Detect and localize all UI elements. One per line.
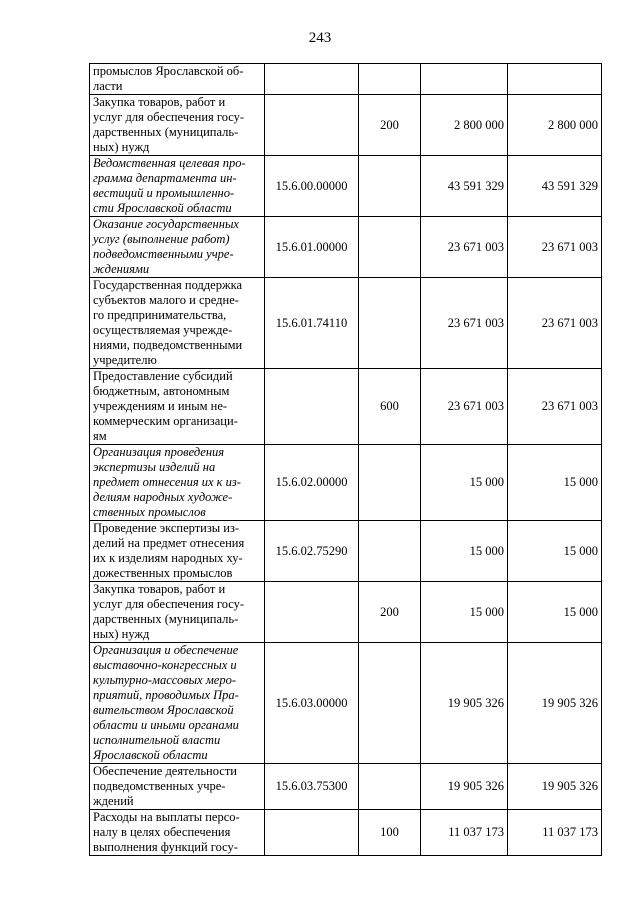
amount-year2-cell: 19 905 326: [508, 764, 602, 810]
amount-year2-cell: 43 591 329: [508, 156, 602, 217]
expense-name-cell: [90, 810, 265, 856]
target-article-code-cell: 15.6.03.75300: [265, 764, 359, 810]
expense-name-cell: [90, 64, 265, 95]
amount-year2-cell: 23 671 003: [508, 217, 602, 278]
target-article-code-cell: 15.6.00.00000: [265, 156, 359, 217]
target-article-code-cell: [265, 64, 359, 95]
expense-name-line: Проведение экспертизы из-: [93, 521, 240, 535]
expense-name-cell: [90, 369, 265, 445]
expense-name-line: ных) нужд: [93, 627, 150, 641]
page-number: 243: [308, 30, 332, 46]
expense-name-line: Ярославской области: [93, 748, 208, 762]
expense-name-line: ждений: [93, 794, 134, 808]
target-article-code-cell: 15.6.02.00000: [265, 445, 359, 521]
amount-year1-cell: 19 905 326: [421, 643, 508, 764]
amount-year1-cell: [421, 64, 508, 95]
amount-year1-cell: 2 800 000: [421, 95, 508, 156]
expense-type-cell: [359, 156, 421, 217]
expense-name-line: Закупка товаров, работ и: [93, 95, 226, 109]
expense-name-line: учреждениям и иным не-: [93, 399, 228, 413]
expense-name-line: Обеспечение деятельности: [93, 764, 238, 778]
expense-name-cell: [90, 521, 265, 582]
amount-year1-cell: 23 671 003: [421, 369, 508, 445]
expense-type-cell: [359, 217, 421, 278]
expense-name-line: го предпринимательства,: [93, 308, 227, 322]
expense-name-line: услуг для обеспечения госу-: [93, 110, 245, 124]
expense-name-line: налу в целях обеспечения: [93, 825, 231, 839]
amount-year1-cell: 15 000: [421, 582, 508, 643]
expense-name-cell: [90, 764, 265, 810]
target-article-code-cell: 15.6.01.74110: [265, 278, 359, 369]
amount-year2-cell: [508, 64, 602, 95]
amount-year1-cell: 23 671 003: [421, 217, 508, 278]
expense-name-line: промыслов Ярославской об-: [93, 64, 244, 78]
expense-name-line: ждениями: [93, 262, 150, 276]
expense-name-cell: [90, 278, 265, 369]
expense-type-cell: [359, 521, 421, 582]
expense-type-cell: [359, 278, 421, 369]
expense-name-line: вестиций и промышленно-: [93, 186, 235, 200]
amount-year1-cell: 43 591 329: [421, 156, 508, 217]
amount-year1-cell: 23 671 003: [421, 278, 508, 369]
target-article-code-cell: [265, 95, 359, 156]
expense-name-line: делиям народных художе-: [93, 490, 233, 504]
table-row: [90, 764, 602, 810]
expense-name-line: Государственная поддержка: [93, 278, 243, 292]
table-row: [90, 64, 602, 95]
amount-year1-cell: 15 000: [421, 521, 508, 582]
program-row: [90, 217, 602, 278]
expense-name-line: осуществляемая учрежде-: [93, 323, 233, 337]
program-row: [90, 445, 602, 521]
expense-name-line: Ведомственная целевая про-: [93, 156, 246, 170]
expense-name-line: их к изделиям народных ху-: [93, 551, 243, 565]
expense-name-cell: [90, 445, 265, 521]
expense-name-line: дожественных промыслов: [93, 566, 233, 580]
expense-name-line: выставочно-конгрессных и: [93, 658, 237, 672]
amount-year2-cell: 15 000: [508, 445, 602, 521]
budget-table-body: [90, 64, 602, 856]
amount-year1-cell: 11 037 173: [421, 810, 508, 856]
expense-name-cell: [90, 217, 265, 278]
amount-year2-cell: 15 000: [508, 582, 602, 643]
expense-type-cell: 600: [359, 369, 421, 445]
expense-name-line: экспертизы изделий на: [93, 460, 216, 474]
expense-name-line: ственных промыслов: [93, 505, 206, 519]
expense-name-line: коммерческим организаци-: [93, 414, 238, 428]
expense-name-cell: [90, 156, 265, 217]
target-article-code-cell: 15.6.03.00000: [265, 643, 359, 764]
expense-name-line: услуг (выполнение работ): [93, 232, 230, 246]
expense-name-line: Организация и обеспечение: [93, 643, 239, 657]
table-row: [90, 810, 602, 856]
expense-type-cell: [359, 445, 421, 521]
expense-name-line: Организация проведения: [93, 445, 225, 459]
amount-year2-cell: 19 905 326: [508, 643, 602, 764]
expense-type-cell: [359, 764, 421, 810]
expense-type-cell: 200: [359, 95, 421, 156]
expense-type-cell: [359, 643, 421, 764]
expense-name-line: дарственных (муниципаль-: [93, 125, 239, 139]
expense-name-line: вительством Ярославской: [93, 703, 234, 717]
expense-name-line: ных) нужд: [93, 140, 150, 154]
table-row: [90, 521, 602, 582]
expense-name-line: услуг для обеспечения госу-: [93, 597, 245, 611]
amount-year1-cell: 19 905 326: [421, 764, 508, 810]
expense-name-line: предмет отнесения их к из-: [93, 475, 241, 489]
amount-year2-cell: 15 000: [508, 521, 602, 582]
table-row: [90, 369, 602, 445]
expense-type-cell: 100: [359, 810, 421, 856]
table-row: [90, 278, 602, 369]
amount-year2-cell: 23 671 003: [508, 369, 602, 445]
expense-type-cell: 200: [359, 582, 421, 643]
expense-name-line: подведомственных учре-: [93, 779, 226, 793]
expense-name-line: Оказание государственных: [93, 217, 239, 231]
target-article-code-cell: [265, 369, 359, 445]
expense-name-line: ниями, подведомственными: [93, 338, 243, 352]
target-article-code-cell: 15.6.01.00000: [265, 217, 359, 278]
target-article-code-cell: [265, 582, 359, 643]
expense-name-line: грамма департамента ин-: [93, 171, 237, 185]
table-row: [90, 95, 602, 156]
expense-name-line: дарственных (муниципаль-: [93, 612, 239, 626]
expense-name-line: Закупка товаров, работ и: [93, 582, 226, 596]
expense-name-cell: [90, 582, 265, 643]
amount-year2-cell: 2 800 000: [508, 95, 602, 156]
expense-name-line: исполнительной власти: [93, 733, 221, 747]
expense-name-line: бюджетным, автономным: [93, 384, 230, 398]
target-article-code-cell: [265, 810, 359, 856]
expense-name-line: субъектов малого и средне-: [93, 293, 239, 307]
expense-name-line: области и иными органами: [93, 718, 239, 732]
expense-name-line: ям: [93, 429, 107, 443]
budget-table: [89, 63, 602, 856]
expense-name-cell: [90, 95, 265, 156]
expense-name-line: учредителю: [93, 353, 157, 367]
program-row: [90, 643, 602, 764]
expense-name-line: сти Ярославской области: [93, 201, 232, 215]
amount-year1-cell: 15 000: [421, 445, 508, 521]
amount-year2-cell: 23 671 003: [508, 278, 602, 369]
expense-type-cell: [359, 64, 421, 95]
expense-name-cell: [90, 643, 265, 764]
target-article-code-cell: 15.6.02.75290: [265, 521, 359, 582]
expense-name-line: подведомственными учре-: [93, 247, 234, 261]
expense-name-line: культурно-массовых меро-: [93, 673, 237, 687]
expense-name-line: приятий, проводимых Пра-: [93, 688, 239, 702]
program-row: [90, 156, 602, 217]
expense-name-line: Предоставление субсидий: [93, 369, 233, 383]
expense-name-line: Расходы на выплаты персо-: [93, 810, 240, 824]
expense-name-line: ласти: [93, 79, 123, 93]
expense-name-line: делий на предмет отнесения: [93, 536, 245, 550]
table-row: [90, 582, 602, 643]
expense-name-line: выполнения функций госу-: [93, 840, 238, 854]
amount-year2-cell: 11 037 173: [508, 810, 602, 856]
